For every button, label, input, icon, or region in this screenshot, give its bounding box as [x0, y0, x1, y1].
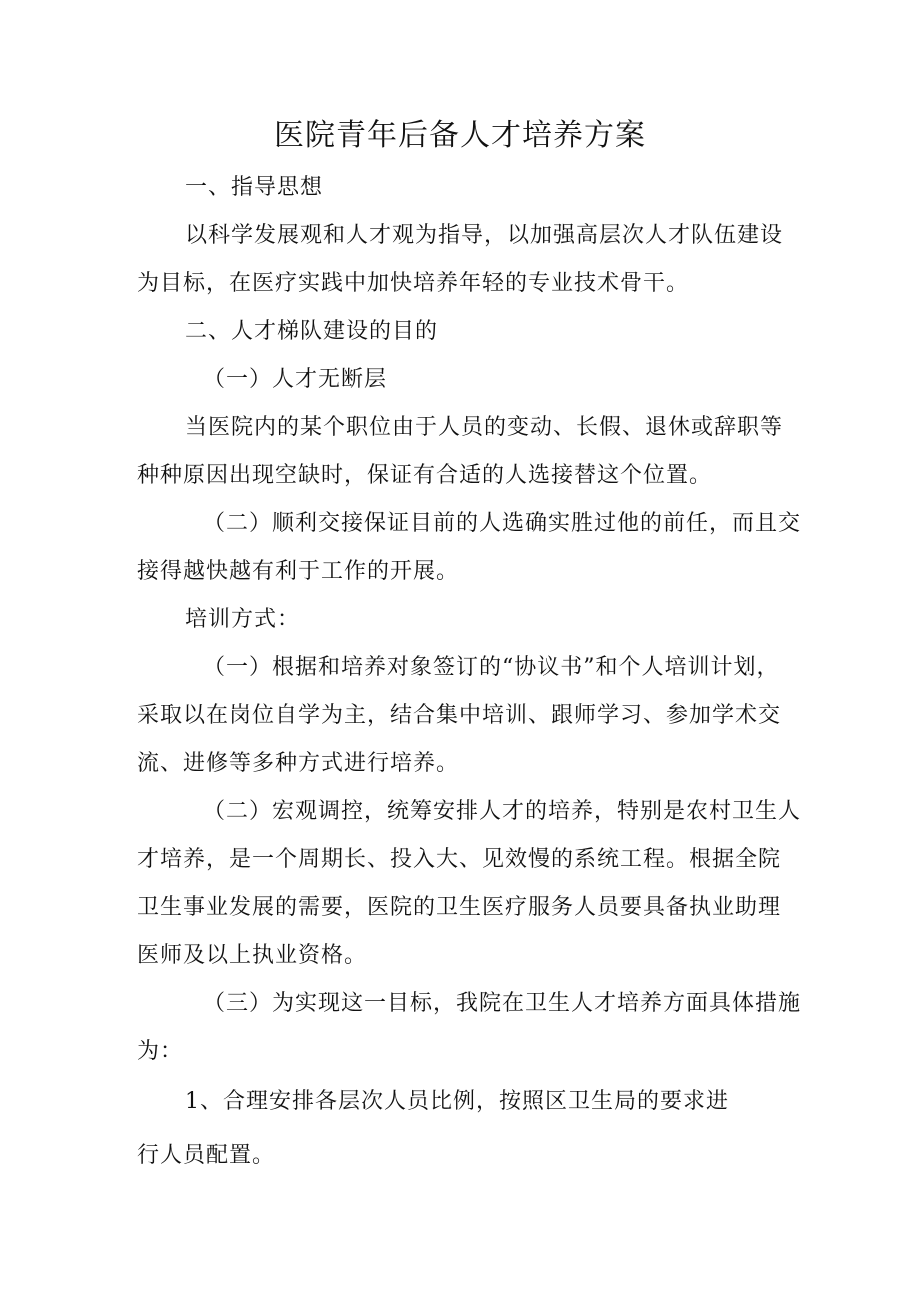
- paragraph-line: 行人员配置。: [137, 1143, 276, 1168]
- paragraph-line: 接得越快越有利于工作的开展。: [137, 559, 460, 584]
- subsection-heading: （一）人才无断层: [203, 367, 388, 392]
- paragraph-line: 医师及以上执业资格。: [137, 943, 368, 968]
- section-heading-purpose: 二、人才梯队建设的目的: [185, 319, 439, 344]
- paragraph-line: 采取以在岗位自学为主，结合集中培训、跟师学习、参加学术交: [137, 703, 782, 728]
- paragraph-line: （二）宏观调控，统筹安排人才的培养，特别是农村卫生人: [203, 799, 802, 824]
- section-heading-guiding-ideology: 一、指导思想: [185, 175, 324, 200]
- paragraph-line: （一）根据和培养对象签订的“协议书”和个人培训计划，: [203, 655, 780, 680]
- paragraph-line: 为目标，在医疗实践中加快培养年轻的专业技术骨干。: [137, 271, 690, 296]
- paragraph-line: 为：: [137, 1039, 184, 1064]
- paragraph-line: 当医院内的某个职位由于人员的变动、长假、退休或辞职等: [185, 415, 784, 440]
- paragraph-line: （三）为实现这一目标，我院在卫生人才培养方面具体措施: [203, 991, 802, 1016]
- paragraph-line: 才培养，是一个周期长、投入大、见效慢的系统工程。根据全院: [137, 847, 782, 872]
- paragraph-line: 卫生事业发展的需要，医院的卫生医疗服务人员要具备执业助理: [137, 895, 782, 920]
- section-heading-training-methods: 培训方式：: [185, 607, 301, 632]
- document-title: 医院青年后备人才培养方案: [274, 118, 646, 153]
- paragraph-line: （二）顺利交接保证目前的人选确实胜过他的前任，而且交: [203, 511, 802, 536]
- paragraph-line: 种种原因出现空缺时，保证有合适的人选接替这个位置。: [137, 463, 713, 488]
- paragraph-line: 流、进修等多种方式进行培养。: [137, 751, 460, 776]
- paragraph-line: 1、合理安排各层次人员比例，按照区卫生局的要求进: [185, 1089, 729, 1114]
- paragraph-line: 以科学发展观和人才观为指导，以加强高层次人才队伍建设: [185, 223, 784, 248]
